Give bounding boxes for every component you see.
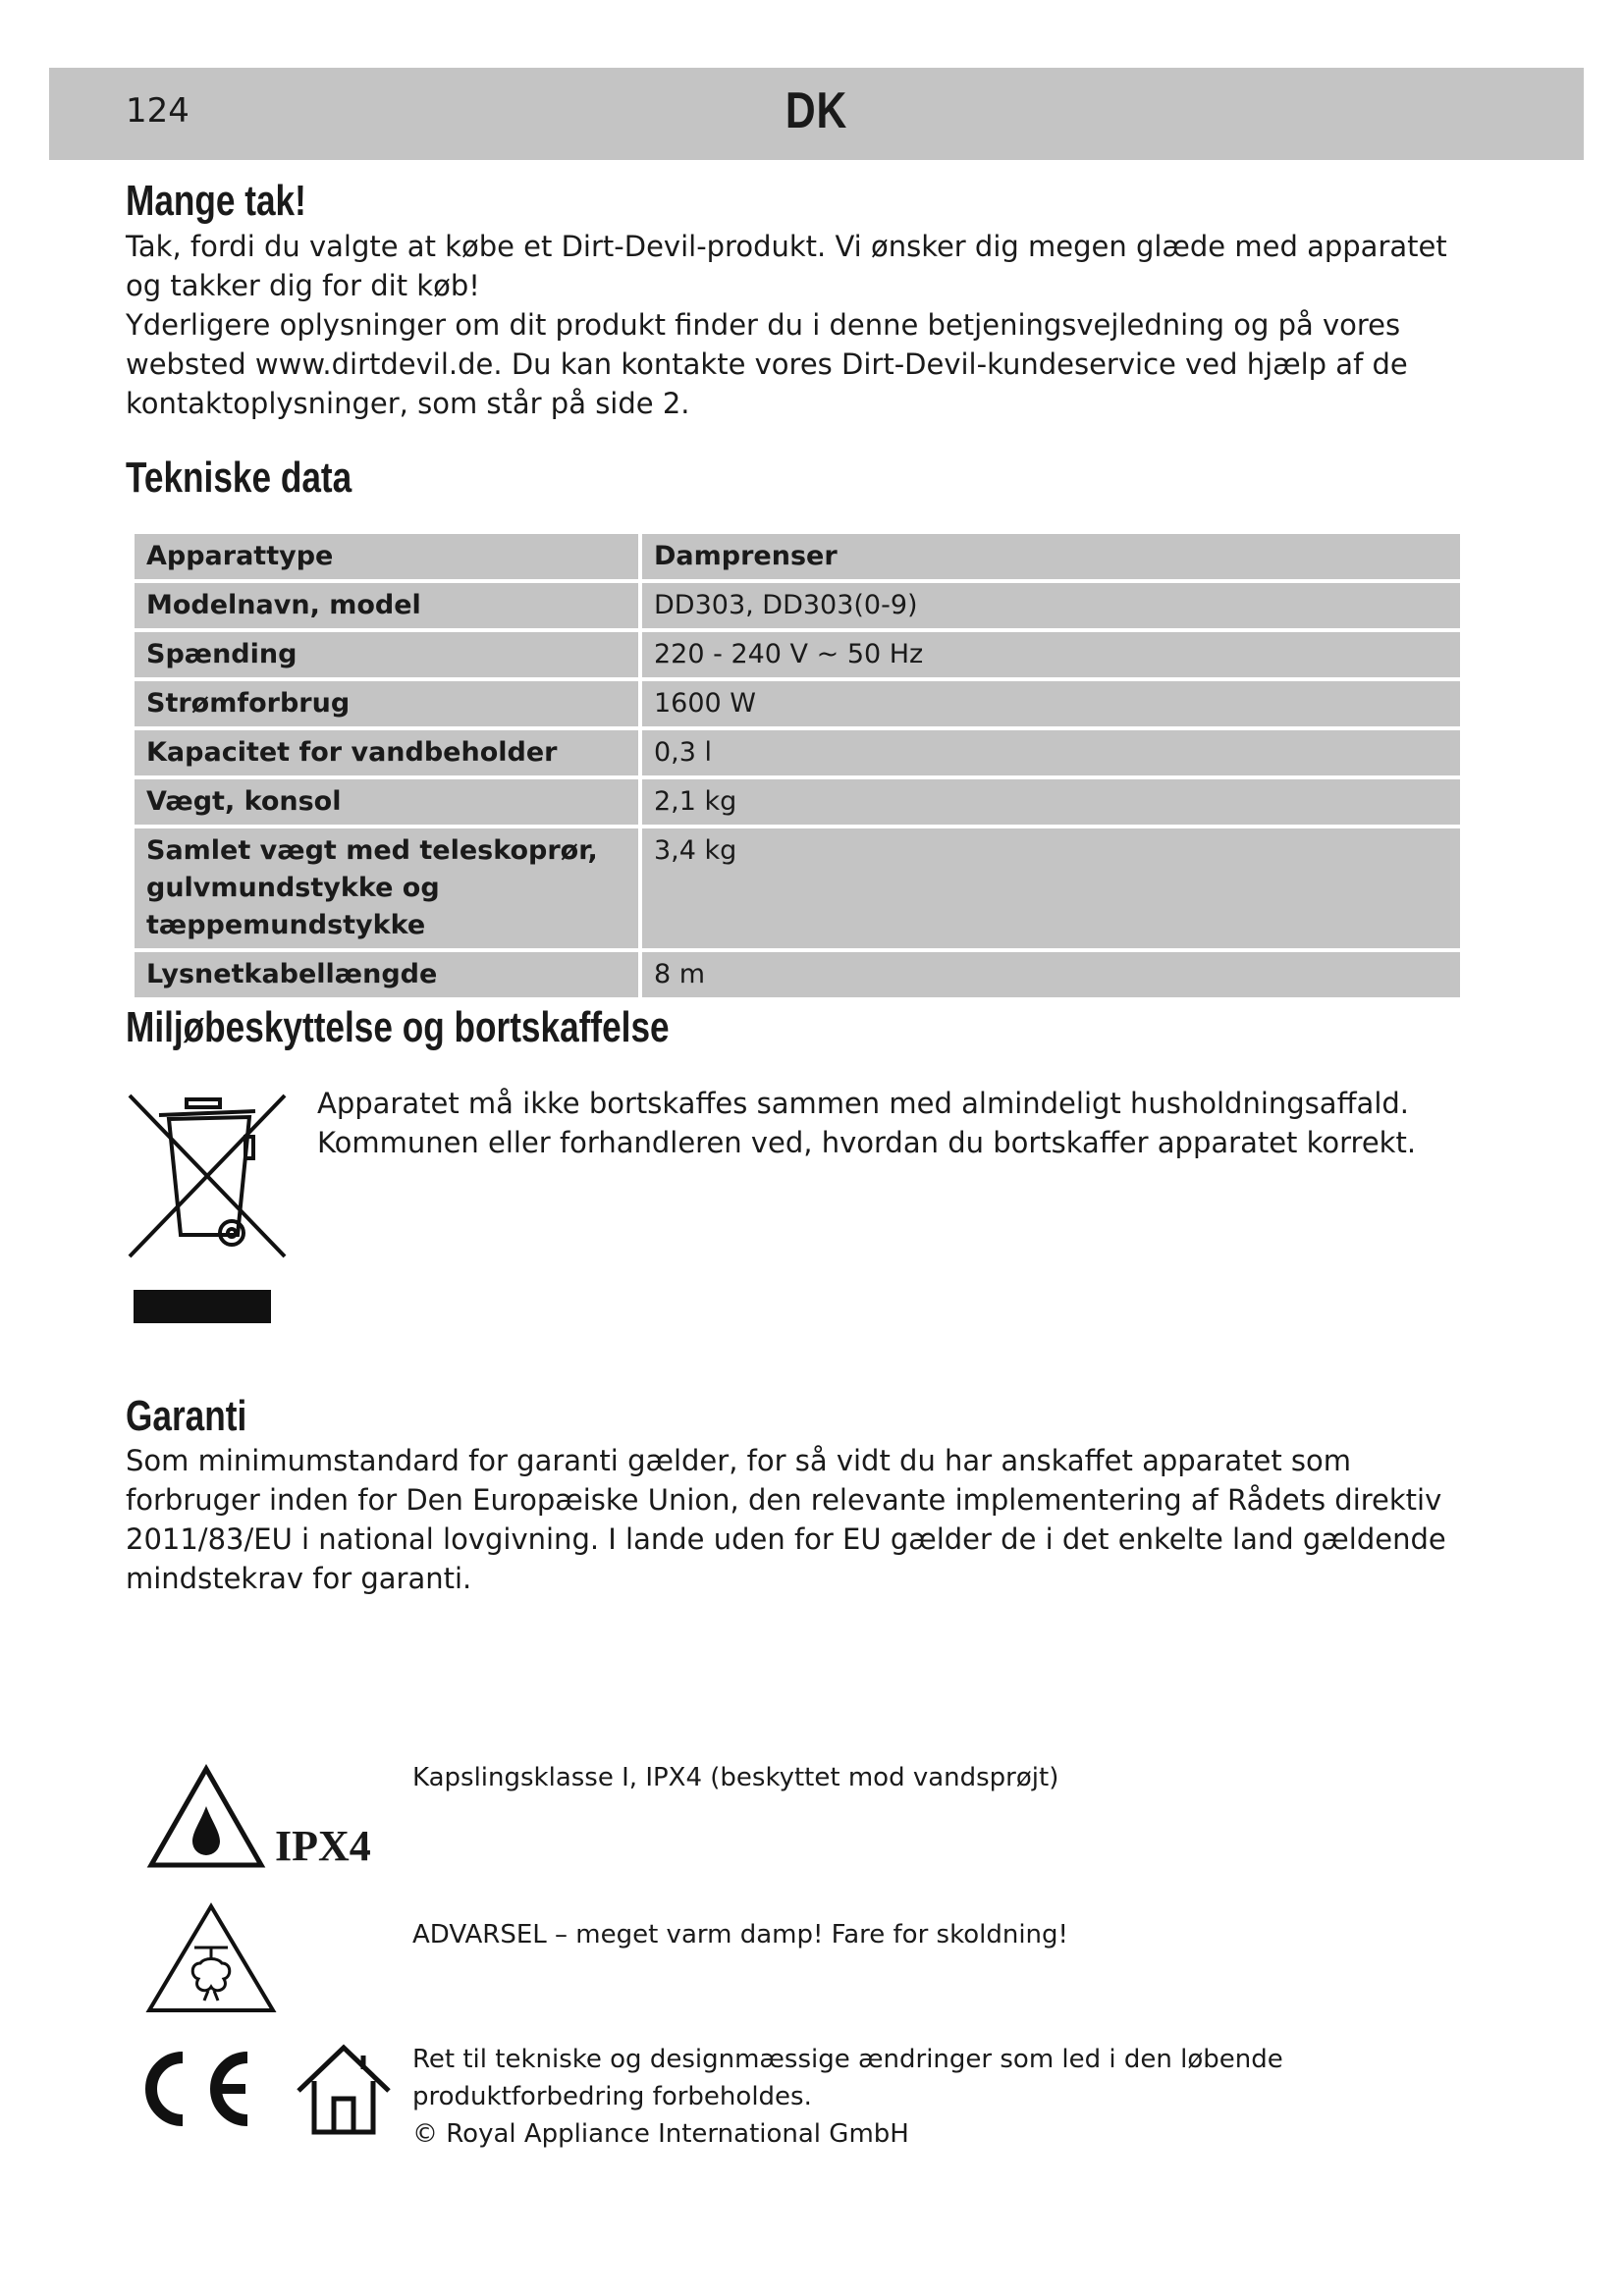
intro-paragraph-1: Tak, fordi du valgte at købe et Dirt-Devil-produkt. Vi ønsker dig megen glæde med apparatet og takker dig for dit køb!	[126, 230, 1447, 302]
spec-value: DD303, DD303(0-9)	[642, 583, 1460, 628]
water-drop-warning-icon	[145, 1763, 267, 1871]
crossed-out-wheelie-bin-icon	[126, 1088, 293, 1333]
spec-value: 2,1 kg	[642, 779, 1460, 825]
spec-value: 220 - 240 V ~ 50 Hz	[642, 632, 1460, 677]
table-row	[135, 583, 1460, 628]
environment-title: Miljøbeskyttelse og bortskaffelse	[126, 1003, 670, 1051]
ipx-text: Kapslingsklasse I, IPX4 (beskyttet mod vandsprøjt)	[412, 1763, 1059, 1792]
table-row	[135, 828, 1460, 948]
steam-warning-text: ADVARSEL – meget varm damp! Fare for skoldning!	[412, 1920, 1068, 1949]
spec-value: 3,4 kg	[642, 828, 1460, 948]
spec-value: 0,3 l	[642, 730, 1460, 775]
page-number: 124	[126, 91, 189, 131]
spec-label: Apparattype	[135, 534, 638, 579]
hot-steam-warning-icon	[141, 1900, 281, 2016]
table-row	[135, 534, 1460, 579]
spec-label: Lysnetkabellængde	[135, 952, 638, 997]
intro-paragraph-2: Yderligere oplysninger om dit produkt finder du i denne betjeningsvejledning og på vores websted www.dirtdevil.de. Du kan kontakte vores Dirt-Devil-kundeservice ved hjælp af de kontaktoplysninger, som står på side 2.	[126, 308, 1408, 420]
intro-title: Mange tak!	[126, 177, 306, 225]
spec-label: Modelnavn, model	[135, 583, 638, 628]
table-row	[135, 730, 1460, 775]
spec-label: Spænding	[135, 632, 638, 677]
ce-mark-icon	[132, 2044, 259, 2134]
spec-label: Strømforbrug	[135, 681, 638, 726]
spec-value: 1600 W	[642, 681, 1460, 726]
warranty-text: Som minimumstandard for garanti gælder, for så vidt du har anskaffet apparatet som forbruger inden for Den Europæiske Union, den relevante implementering af Rådets direktiv 2011/83/EU i national lovgivning. I lande uden for EU gælder de i det enkelte land gældende mindstekrav for garanti.	[126, 1444, 1446, 1595]
indoor-use-house-icon	[293, 2042, 395, 2138]
spec-value: 8 m	[642, 952, 1460, 997]
language-code: DK	[785, 82, 848, 139]
copyright-text: © Royal Appliance International GmbH	[412, 2119, 909, 2149]
warranty-title: Garanti	[126, 1392, 247, 1440]
spec-label: Kapacitet for vandbeholder	[135, 730, 638, 775]
table-row	[135, 952, 1460, 997]
spec-value: Damprenser	[642, 534, 1460, 579]
ce-text: Ret til tekniske og designmæssige ændringer som led i den løbende produktforbedring forbeholdes.	[412, 2045, 1283, 2111]
tech-specs-table	[131, 530, 1464, 1001]
spec-label: Samlet vægt med teleskoprør, gulvmundstykke og tæppemundstykke	[135, 828, 638, 948]
page-header	[49, 68, 1584, 160]
table-row	[135, 779, 1460, 825]
table-row	[135, 681, 1460, 726]
table-row	[135, 632, 1460, 677]
spec-label: Vægt, konsol	[135, 779, 638, 825]
ipx-label: IPX4	[275, 1822, 371, 1870]
environment-text: Apparatet må ikke bortskaffes sammen med almindeligt husholdningsaffald. Kommunen eller forhandleren ved, hvordan du bortskaffer apparatet korrekt.	[317, 1087, 1417, 1159]
tech-title: Tekniske data	[126, 454, 352, 502]
